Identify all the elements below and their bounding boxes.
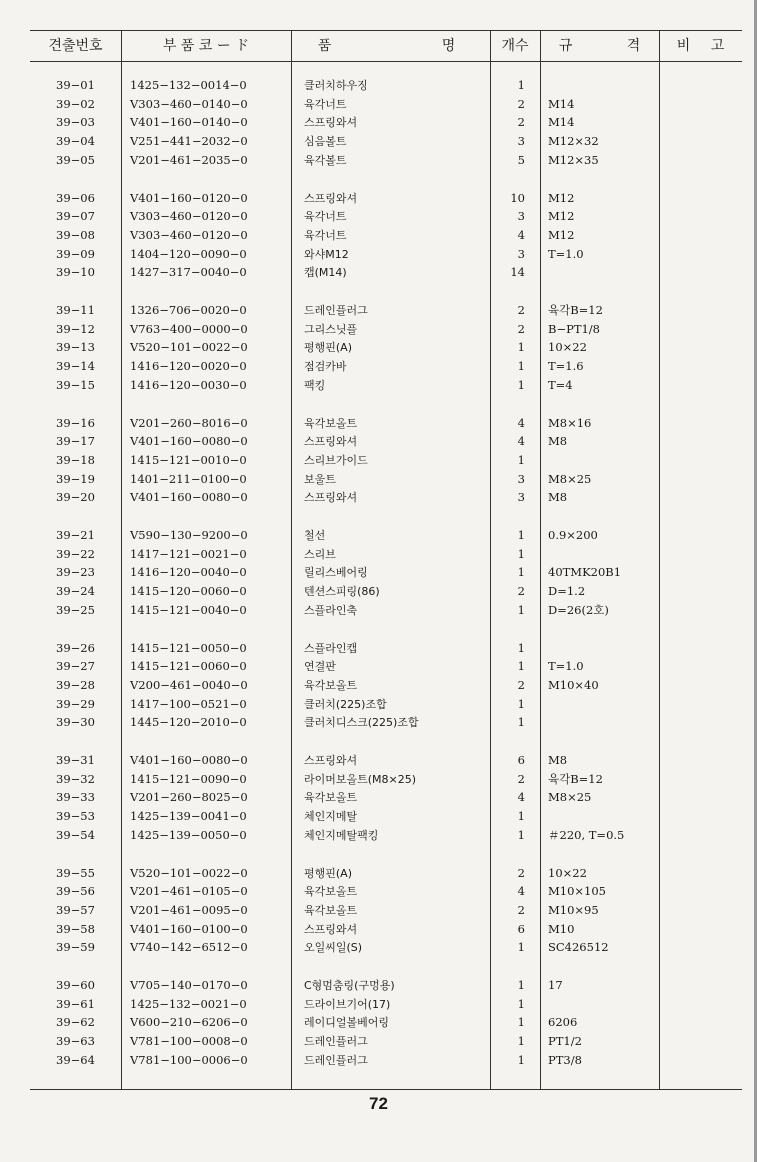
spec-cell: 0.9×200 [548, 528, 598, 542]
table-row [0, 545, 757, 564]
quantity-cell: 2 [517, 902, 525, 917]
part-code-cell: 1415−121−0010−0 [130, 452, 247, 467]
quantity-cell: 1 [517, 809, 525, 824]
part-code-cell: 1404−120−0090−0 [130, 246, 247, 261]
part-name-cell: 스프링와셔 [304, 116, 358, 130]
part-number-cell: 39−31 [56, 753, 95, 767]
part-number-cell: 39−05 [56, 152, 95, 167]
spec-cell: T=1.0 [548, 246, 584, 261]
quantity-cell: 2 [517, 584, 525, 599]
part-code-cell: 1417−121−0021−0 [130, 546, 247, 561]
part-code-cell: V201−461−0105−0 [130, 884, 248, 899]
part-number-cell: 39−25 [56, 602, 95, 617]
quantity-cell: 6 [517, 753, 525, 767]
part-name-cell: 스리브 [304, 547, 336, 561]
quantity-cell: 3 [517, 490, 525, 505]
table-row [0, 189, 757, 208]
table-top-border [30, 30, 742, 31]
part-name-cell: 육각보올트 [304, 791, 358, 805]
part-number-cell: 39−04 [56, 134, 95, 149]
part-number-cell: 39−01 [56, 78, 95, 92]
part-name-cell: 육각너트 [304, 228, 347, 242]
part-number-cell: 39−57 [56, 902, 95, 917]
part-name-cell: 육각보올트 [304, 416, 358, 430]
part-code-cell: V303−460−0120−0 [130, 209, 248, 224]
spec-cell: T=1.6 [548, 359, 584, 374]
part-name-cell: 스프링와셔 [304, 754, 358, 767]
header-note: 비 고 [676, 38, 725, 54]
quantity-cell: 2 [517, 865, 525, 880]
part-code-cell: 1417−100−0521−0 [130, 696, 247, 711]
spec-cell: 6206 [548, 1015, 578, 1030]
table-row [0, 132, 757, 151]
table-row [0, 995, 757, 1014]
part-name-cell: 심음볼트 [304, 135, 347, 149]
spec-cell: T=4 [548, 377, 573, 392]
spec-cell: M12×35 [548, 152, 599, 167]
part-code-cell: V401−160−0080−0 [130, 753, 248, 767]
part-code-cell: V740−142−6512−0 [130, 940, 248, 955]
part-name-cell: 그리스닛플 [304, 322, 358, 336]
table-row [0, 451, 757, 470]
spec-cell: M8×25 [548, 790, 592, 805]
part-number-cell: 39−17 [56, 434, 95, 449]
quantity-cell: 4 [517, 415, 525, 430]
part-code-cell: V201−461−0095−0 [130, 902, 248, 917]
table-row [0, 488, 757, 507]
part-number-cell: 39−03 [56, 115, 95, 130]
part-number-cell: 39−02 [56, 96, 95, 111]
table-bottom-border [30, 1089, 742, 1090]
table-row [0, 601, 757, 620]
part-name-cell: 체인지메탈 [304, 810, 358, 824]
quantity-cell: 3 [517, 209, 525, 224]
spec-cell: T=1.0 [548, 659, 584, 674]
spec-cell: M10×105 [548, 884, 606, 899]
page-number: 72 [369, 1094, 388, 1113]
part-number-cell: 39−26 [56, 640, 95, 655]
part-code-cell: V401−160−0140−0 [130, 115, 248, 130]
part-number-cell: 39−23 [56, 565, 95, 580]
part-number-cell: 39−07 [56, 209, 95, 224]
table-row [0, 338, 757, 357]
quantity-cell: 1 [517, 377, 525, 392]
part-name-cell: 릴리스베어링 [304, 566, 368, 580]
quantity-cell: 14 [510, 265, 525, 280]
header-part-code: 부 품 코 ー ド [162, 38, 250, 54]
spec-cell: M8 [548, 490, 568, 505]
part-name-cell: 육각보올트 [304, 885, 358, 899]
part-number-cell: 39−61 [56, 996, 95, 1011]
table-row [0, 113, 757, 132]
table-row [0, 826, 757, 845]
part-code-cell: V200−461−0040−0 [130, 677, 248, 692]
part-number-cell: 39−33 [56, 790, 95, 805]
part-code-cell: 1415−121−0060−0 [130, 659, 247, 674]
quantity-cell: 2 [517, 96, 525, 111]
quantity-cell: 1 [517, 340, 525, 355]
spec-cell: 10×22 [548, 340, 587, 355]
part-code-cell: V201−461−2035−0 [130, 152, 248, 167]
table-row [0, 920, 757, 939]
part-number-cell: 39−28 [56, 677, 95, 692]
table-row [0, 807, 757, 826]
part-number-cell: 39−06 [56, 190, 95, 205]
part-name-cell: 육각너트 [304, 210, 347, 224]
part-name-cell: 철선 [304, 529, 326, 542]
part-name-cell: 육각너트 [304, 97, 347, 111]
part-name-cell: 보울트 [304, 472, 336, 486]
part-code-cell: 1425−132−0014−0 [130, 78, 247, 92]
part-code-cell: 1425−139−0050−0 [130, 827, 247, 842]
quantity-cell: 1 [517, 659, 525, 674]
quantity-cell: 10 [510, 190, 525, 205]
part-number-cell: 39−60 [56, 978, 95, 992]
part-name-cell: 육각볼트 [304, 153, 347, 167]
part-number-cell: 39−54 [56, 827, 95, 842]
quantity-cell: 5 [517, 152, 525, 167]
part-code-cell: 1415−120−0060−0 [130, 584, 247, 599]
table-row [0, 676, 757, 695]
table-header [30, 32, 742, 60]
part-name-cell: 점검카바 [304, 360, 347, 374]
part-number-cell: 39−15 [56, 377, 95, 392]
table-row [0, 226, 757, 245]
table-row [0, 376, 757, 395]
part-number-cell: 39−12 [56, 321, 95, 336]
part-number-cell: 39−27 [56, 659, 95, 674]
part-name-cell: 오일씨일(S) [304, 941, 363, 955]
table-row [0, 1013, 757, 1032]
part-code-cell: V401−160−0100−0 [130, 921, 248, 936]
spec-cell: SC426512 [548, 940, 609, 955]
part-name-cell: 텐션스피링(86) [304, 585, 380, 599]
part-number-cell: 39−21 [56, 528, 95, 542]
part-name-cell: C형멈춤링(구멍용) [304, 979, 395, 992]
header-part-name: 품 명 [317, 38, 464, 54]
table-row [0, 938, 757, 957]
part-name-cell: 육각보올트 [304, 903, 358, 917]
table-row [0, 657, 757, 676]
part-number-cell: 39−58 [56, 921, 95, 936]
part-code-cell: V590−130−9200−0 [130, 528, 248, 542]
table-row [0, 1051, 757, 1070]
spec-cell: M12×32 [548, 134, 599, 149]
part-name-cell: 캡(M14) [304, 266, 347, 280]
part-code-cell: 1415−121−0050−0 [130, 640, 247, 655]
part-code-cell: 1401−211−0100−0 [130, 471, 247, 486]
quantity-cell: 1 [517, 602, 525, 617]
table-row [0, 901, 757, 920]
table-row [0, 526, 757, 545]
part-number-cell: 39−24 [56, 584, 95, 599]
table-row [0, 695, 757, 714]
spec-cell: D=1.2 [548, 584, 586, 599]
part-number-cell: 39−13 [56, 340, 95, 355]
spec-cell: 육각B=12 [548, 303, 603, 317]
table-row [0, 582, 757, 601]
spec-cell: 17 [548, 978, 563, 992]
quantity-cell: 1 [517, 978, 525, 992]
part-number-cell: 39−53 [56, 809, 95, 824]
part-number-cell: 39−30 [56, 715, 95, 730]
part-number-cell: 39−19 [56, 471, 95, 486]
part-code-cell: 1416−120−0040−0 [130, 565, 247, 580]
table-row [0, 263, 757, 282]
spec-cell: M14 [548, 115, 575, 130]
part-name-cell: 체인지메탈팩킹 [304, 828, 379, 842]
part-number-cell: 39−18 [56, 452, 95, 467]
part-number-cell: 39−55 [56, 865, 95, 880]
part-number-cell: 39−64 [56, 1052, 95, 1067]
part-code-cell: V303−460−0140−0 [130, 96, 248, 111]
part-name-cell: 스플라인축 [304, 603, 358, 617]
spec-cell: ＃220, T=0.5 [548, 827, 625, 842]
quantity-cell: 1 [517, 546, 525, 561]
quantity-cell: 1 [517, 452, 525, 467]
spec-cell: M12 [548, 209, 575, 224]
part-name-cell: 스프링와셔 [304, 922, 358, 936]
spec-cell: PT3/8 [548, 1052, 582, 1067]
part-number-cell: 39−08 [56, 227, 95, 242]
part-code-cell: 1425−132−0021−0 [130, 996, 247, 1011]
part-code-cell: V705−140−0170−0 [130, 978, 248, 992]
part-name-cell: 클러치하우징 [304, 79, 368, 92]
quantity-cell: 1 [517, 78, 525, 92]
quantity-cell: 4 [517, 434, 525, 449]
table-row [0, 470, 757, 489]
spec-cell: D=26(2호) [548, 602, 609, 617]
part-number-cell: 39−62 [56, 1015, 95, 1030]
table-row [0, 864, 757, 883]
part-code-cell: V251−441−2032−0 [130, 134, 248, 149]
quantity-cell: 1 [517, 1052, 525, 1067]
quantity-cell: 1 [517, 696, 525, 711]
part-name-cell: 라이머보올트(M8×25) [304, 772, 417, 786]
table-row [0, 563, 757, 582]
header-spec: 규 격 [558, 38, 641, 54]
spec-cell: M8 [548, 753, 568, 767]
part-number-cell: 39−11 [56, 303, 95, 317]
part-code-cell: 1415−121−0040−0 [130, 602, 247, 617]
spec-cell: 40TMK20B1 [548, 565, 622, 580]
part-name-cell: 팩킹 [304, 378, 326, 392]
table-row [0, 320, 757, 339]
part-name-cell: 스리브가이드 [304, 453, 368, 467]
spec-cell: M12 [548, 227, 575, 242]
quantity-cell: 3 [517, 246, 525, 261]
table-row [0, 751, 757, 770]
quantity-cell: 1 [517, 996, 525, 1011]
part-code-cell: 1415−121−0090−0 [130, 771, 247, 786]
part-code-cell: V201−260−8025−0 [130, 790, 248, 805]
part-number-cell: 39−63 [56, 1034, 95, 1049]
table-row [0, 151, 757, 170]
spec-cell: M8 [548, 434, 568, 449]
part-code-cell: V401−160−0080−0 [130, 490, 248, 505]
quantity-cell: 1 [517, 940, 525, 955]
part-number-cell: 39−29 [56, 696, 95, 711]
quantity-cell: 2 [517, 115, 525, 130]
part-name-cell: 드레인플러그 [304, 304, 368, 317]
part-number-cell: 39−59 [56, 940, 95, 955]
part-name-cell: 스프링와셔 [304, 191, 358, 205]
table-row [0, 1032, 757, 1051]
quantity-cell: 4 [517, 884, 525, 899]
spec-cell: M10×95 [548, 902, 599, 917]
part-number-cell: 39−16 [56, 415, 95, 430]
part-code-cell: 1425−139−0041−0 [130, 809, 247, 824]
part-name-cell: 드레인플러그 [304, 1035, 368, 1049]
part-code-cell: V401−160−0120−0 [130, 190, 248, 205]
part-number-cell: 39−14 [56, 359, 95, 374]
quantity-cell: 1 [517, 359, 525, 374]
quantity-cell: 4 [517, 227, 525, 242]
table-row [0, 95, 757, 114]
table-row [0, 882, 757, 901]
quantity-cell: 1 [517, 565, 525, 580]
quantity-cell: 4 [517, 790, 525, 805]
quantity-cell: 2 [517, 303, 525, 317]
quantity-cell: 3 [517, 134, 525, 149]
spec-cell: B−PT1/8 [548, 321, 601, 336]
part-name-cell: 와샤M12 [304, 247, 349, 261]
quantity-cell: 2 [517, 677, 525, 692]
table-row [0, 432, 757, 451]
table-row [0, 76, 757, 95]
quantity-cell: 1 [517, 640, 525, 655]
quantity-cell: 3 [517, 471, 525, 486]
quantity-cell: 2 [517, 321, 525, 336]
part-code-cell: V201−260−8016−0 [130, 415, 248, 430]
part-name-cell: 클러치디스크(225)조합 [304, 716, 419, 730]
table-row [0, 245, 757, 264]
part-code-cell: V401−160−0080−0 [130, 434, 248, 449]
part-code-cell: V781−100−0008−0 [130, 1034, 248, 1049]
part-name-cell: 레이디얼볼베어링 [304, 1016, 390, 1030]
quantity-cell: 1 [517, 715, 525, 730]
part-number-cell: 39−09 [56, 246, 95, 261]
part-number-cell: 39−32 [56, 771, 95, 786]
part-code-cell: 1416−120−0030−0 [130, 377, 247, 392]
spec-cell: M10 [548, 921, 575, 936]
part-number-cell: 39−20 [56, 490, 95, 505]
table-row [0, 301, 757, 320]
table-row [0, 357, 757, 376]
quantity-cell: 2 [517, 771, 525, 786]
spec-cell: 10×22 [548, 865, 587, 880]
part-code-cell: V763−400−0000−0 [130, 321, 248, 336]
part-name-cell: 육각보올트 [304, 678, 358, 692]
part-name-cell: 평행핀(A) [304, 341, 352, 355]
spec-cell: M10×40 [548, 677, 599, 692]
table-row [0, 976, 757, 995]
part-code-cell: V520−101−0022−0 [130, 340, 248, 355]
part-name-cell: 스프링와셔 [304, 491, 358, 505]
table-row [0, 788, 757, 807]
spec-cell: M8×25 [548, 471, 592, 486]
header-bottom-border [30, 61, 742, 62]
part-name-cell: 평행핀(A) [304, 866, 352, 880]
part-name-cell: 드라이브기어(17) [304, 997, 391, 1011]
part-name-cell: 스프링와셔 [304, 435, 358, 449]
part-name-cell: 스플라인캡 [304, 641, 358, 655]
table-row [0, 639, 757, 658]
spec-cell: M8×16 [548, 415, 592, 430]
header-quantity: 개수 [501, 38, 529, 54]
part-code-cell: V520−101−0022−0 [130, 865, 248, 880]
quantity-cell: 1 [517, 1015, 525, 1030]
part-number-cell: 39−22 [56, 546, 95, 561]
part-name-cell: 연결판 [304, 660, 336, 674]
part-code-cell: 1427−317−0040−0 [130, 265, 247, 280]
quantity-cell: 1 [517, 827, 525, 842]
table-row [0, 713, 757, 732]
quantity-cell: 1 [517, 1034, 525, 1049]
spec-cell: PT1/2 [548, 1034, 582, 1049]
table-row [0, 770, 757, 789]
part-code-cell: 1445−120−2010−0 [130, 715, 247, 730]
part-code-cell: V781−100−0006−0 [130, 1052, 248, 1067]
header-part-number: 견출번호 [48, 38, 103, 54]
table-row [0, 414, 757, 433]
spec-cell: M14 [548, 96, 575, 111]
spec-cell: M12 [548, 190, 575, 205]
part-code-cell: 1326−706−0020−0 [130, 303, 247, 317]
table-row [0, 207, 757, 226]
part-number-cell: 39−10 [56, 265, 95, 280]
part-code-cell: V600−210−6206−0 [130, 1015, 248, 1030]
part-number-cell: 39−56 [56, 884, 95, 899]
part-code-cell: V303−460−0120−0 [130, 227, 248, 242]
part-name-cell: 드레인플러그 [304, 1053, 368, 1067]
part-name-cell: 클러치(225)조합 [304, 697, 387, 711]
spec-cell: 육각B=12 [548, 771, 603, 786]
part-code-cell: 1416−120−0020−0 [130, 359, 247, 374]
quantity-cell: 6 [517, 921, 525, 936]
quantity-cell: 1 [517, 528, 525, 542]
